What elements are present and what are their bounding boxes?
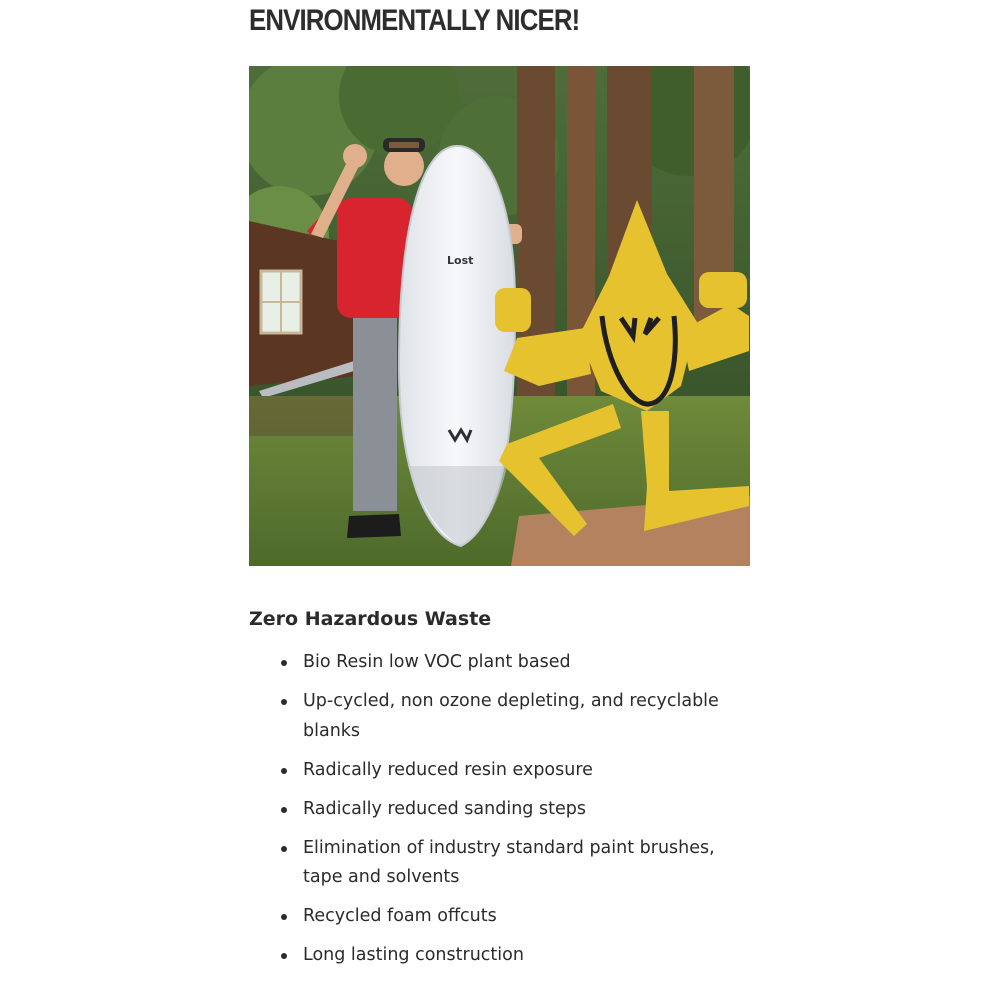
feature-list: [249, 648, 750, 980]
list-item: Recycled foam offcuts: [303, 902, 750, 932]
section-subheading: Zero Hazardous Waste: [249, 608, 492, 630]
list-item: Up-cycled, non ozone depleting, and recyclable blanks: [303, 687, 750, 746]
list-item: Bio Resin low VOC plant based: [303, 648, 750, 678]
list-item: Elimination of industry standard paint brushes, tape and solvents: [303, 834, 750, 893]
list-item: Radically reduced resin exposure: [303, 756, 750, 786]
list-item: Long lasting construction: [303, 941, 750, 971]
svg-text:Lost: Lost: [447, 254, 474, 267]
page-title: ENVIRONMENTALLY NICER!: [249, 4, 580, 37]
list-item: Radically reduced sanding steps: [303, 795, 750, 825]
surfboard-photo: [249, 66, 750, 566]
